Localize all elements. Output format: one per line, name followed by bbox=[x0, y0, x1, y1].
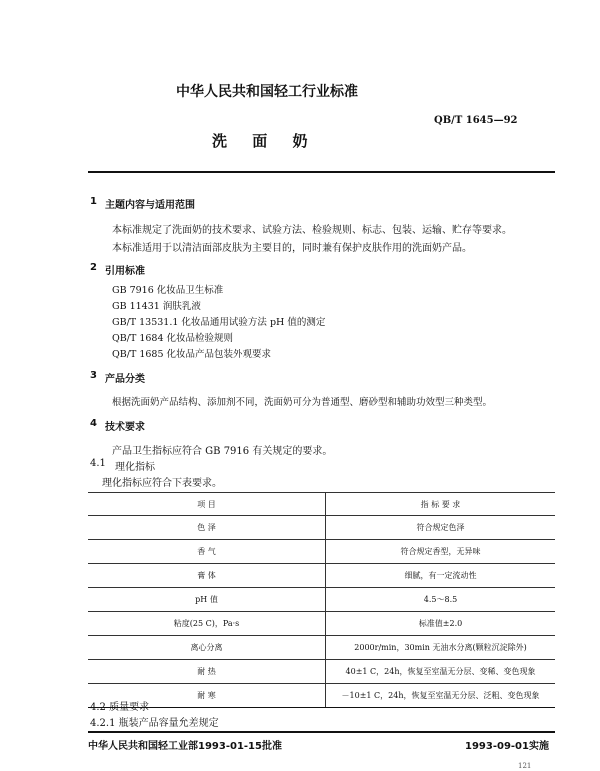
table-cell-value: 标准值±2.0 bbox=[326, 612, 556, 636]
section-3-title: 产品分类 bbox=[105, 374, 145, 385]
table-cell-value: 40±1 C，24h，恢复至室温无分层、变稀、变色现象 bbox=[326, 660, 556, 684]
section-4-title: 技术要求 bbox=[105, 422, 145, 433]
table-row bbox=[88, 516, 555, 540]
specification-table bbox=[88, 492, 555, 708]
table-header-item: 项 目 bbox=[88, 493, 326, 516]
standard-code: QB/T 1645—92 bbox=[434, 115, 518, 126]
reference-item: GB 11431 润肤乳液 bbox=[112, 301, 201, 312]
section-1-para-2: 本标准适用于以清洁面部皮肤为主要目的，同时兼有保护皮肤作用的洗面奶产品。 bbox=[112, 243, 472, 254]
table-cell-item: 离心分离 bbox=[88, 636, 326, 660]
approval-date: 中华人民共和国轻工业部1993-01-15批准 bbox=[88, 741, 282, 752]
section-4-1-title: 理化指标 bbox=[115, 462, 155, 473]
section-4-number: 4 bbox=[90, 418, 97, 429]
table-header-requirement: 指 标 要 求 bbox=[326, 493, 556, 516]
reference-item: QB/T 1684 化妆品检验规则 bbox=[112, 333, 234, 344]
section-1-title: 主题内容与适用范围 bbox=[105, 200, 195, 211]
table-row bbox=[88, 540, 555, 564]
table-cell-item: 香 气 bbox=[88, 540, 326, 564]
table-row bbox=[88, 660, 555, 684]
table-row bbox=[88, 636, 555, 660]
section-1-para-1: 本标准规定了洗面奶的技术要求、试验方法、检验规则、标志、包装、运输、贮存等要求。 bbox=[112, 225, 512, 236]
page-number: 121 bbox=[518, 762, 532, 770]
document-title: 洗 面 奶 bbox=[212, 132, 318, 150]
section-3-number: 3 bbox=[90, 370, 97, 381]
reference-item: QB/T 1685 化妆品产品包装外观要求 bbox=[112, 349, 272, 360]
table-cell-item: pH 值 bbox=[88, 588, 326, 612]
section-4-2-1-title: 4.2.1 瓶装产品容量允差规定 bbox=[90, 718, 219, 729]
table-cell-value: 符合规定香型，无异味 bbox=[326, 540, 556, 564]
table-header-row bbox=[88, 493, 555, 516]
table-row bbox=[88, 684, 555, 708]
section-2-title: 引用标准 bbox=[105, 266, 145, 277]
section-3-para: 根据洗面奶产品结构、添加剂不同，洗面奶可分为普通型、磨砂型和辅助功效型三种类型。 bbox=[112, 397, 493, 408]
table-cell-value: 细腻，有一定流动性 bbox=[326, 564, 556, 588]
table-cell-value: 符合规定色泽 bbox=[326, 516, 556, 540]
section-4-1-text: 理化指标应符合下表要求。 bbox=[102, 478, 222, 489]
section-4-para: 产品卫生指标应符合 GB 7916 有关规定的要求。 bbox=[112, 446, 333, 457]
section-2-number: 2 bbox=[90, 262, 97, 273]
table-cell-item: 色 泽 bbox=[88, 516, 326, 540]
table-cell-item: 耐 寒 bbox=[88, 684, 326, 708]
reference-item: GB/T 13531.1 化妆品通用试验方法 pH 值的测定 bbox=[112, 317, 326, 328]
table-row bbox=[88, 612, 555, 636]
table-row bbox=[88, 564, 555, 588]
table-cell-value: 4.5～8.5 bbox=[326, 588, 556, 612]
section-4-1-number: 4.1 bbox=[90, 458, 106, 469]
footer-rule bbox=[88, 731, 555, 733]
table-cell-item: 耐 热 bbox=[88, 660, 326, 684]
implementation-date: 1993-09-01实施 bbox=[465, 741, 549, 752]
table-cell-item: 粘度(25 C)，Pa·s bbox=[88, 612, 326, 636]
table-cell-item: 膏 体 bbox=[88, 564, 326, 588]
table-row bbox=[88, 588, 555, 612]
table-cell-value: －10±1 C，24h，恢复至室温无分层、泛粗、变色现象 bbox=[326, 684, 556, 708]
table-cell-value: 2000r/min，30min 无油水分离(颗粒沉淀除外) bbox=[326, 636, 556, 660]
section-1-number: 1 bbox=[90, 196, 97, 207]
reference-item: GB 7916 化妆品卫生标准 bbox=[112, 285, 224, 296]
section-4-2-title: 4.2 质量要求 bbox=[90, 702, 150, 713]
header-rule bbox=[88, 171, 555, 173]
issuing-org: 中华人民共和国轻工行业标准 bbox=[176, 84, 358, 100]
